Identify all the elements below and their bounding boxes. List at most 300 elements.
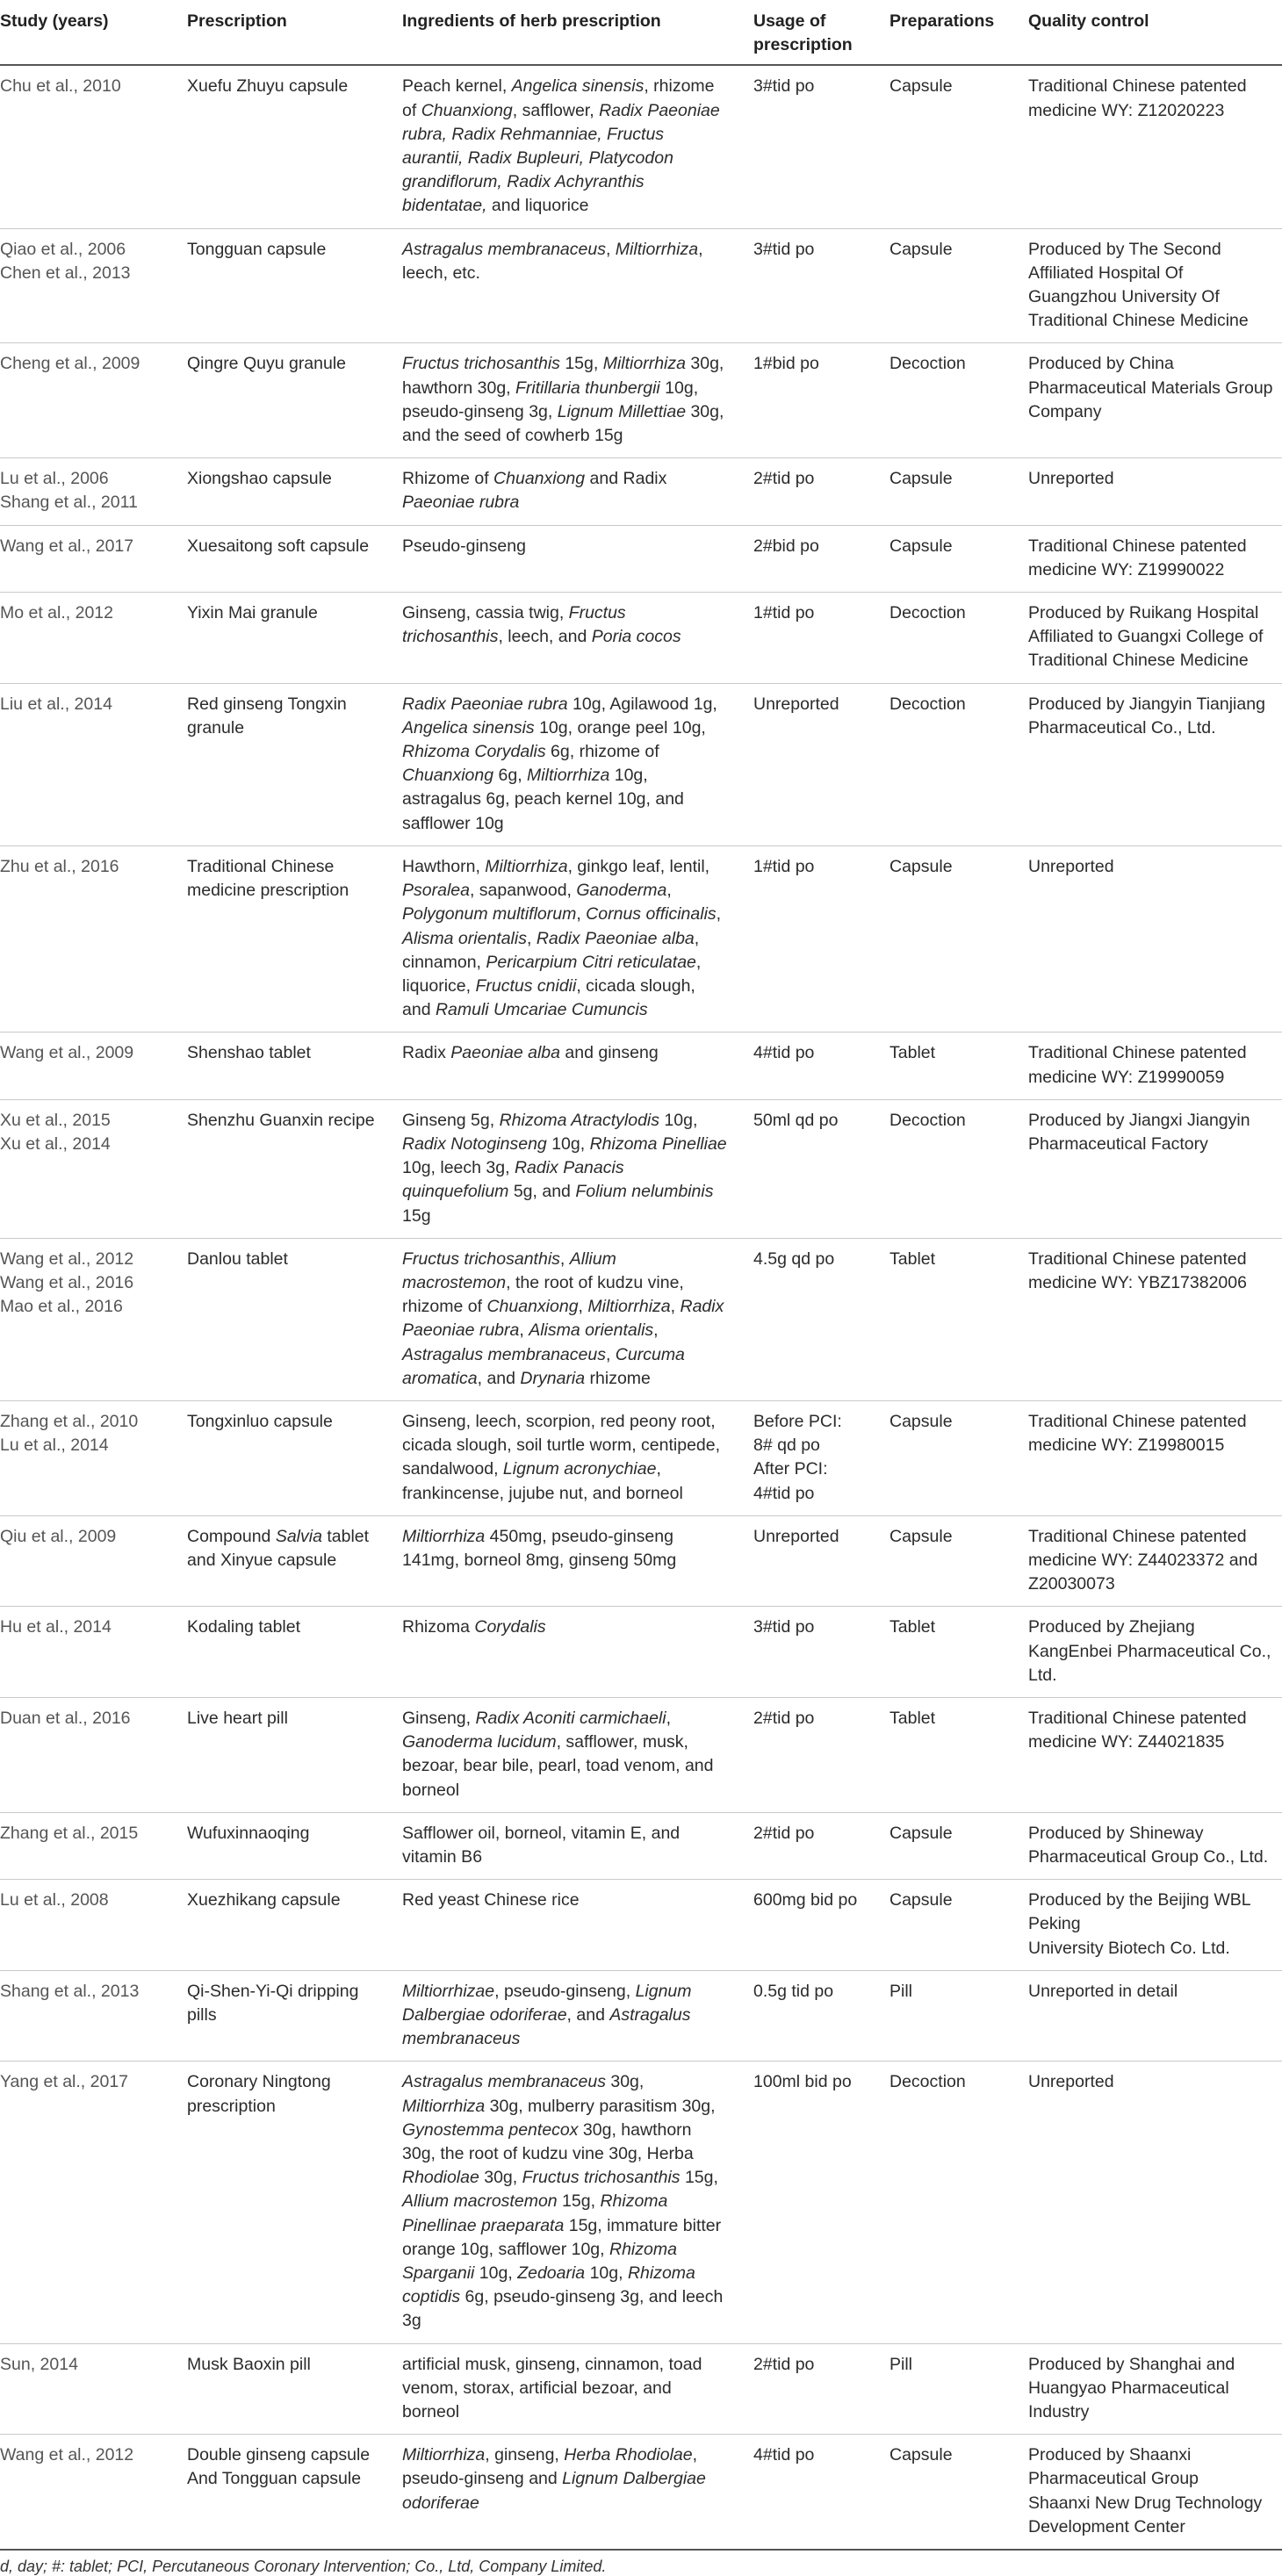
text-run: Yixin Mai granule	[187, 603, 318, 623]
italic-term: Lignum Millettiae	[557, 401, 687, 421]
table-header	[0, 0, 1282, 65]
usage-line: 4#tid po	[753, 2445, 815, 2465]
study-citation: Wang et al., 2009	[0, 1043, 134, 1063]
usage-line: 1#tid po	[753, 856, 815, 876]
italic-term: Lignum Dalbergiae odoriferae	[402, 2469, 706, 2513]
table-row	[0, 1400, 1282, 1515]
ingredients-cell	[399, 1099, 750, 1238]
quality-line: Unreported	[1028, 469, 1114, 489]
text-run: , liquorice,	[402, 952, 702, 996]
text-run: Pseudo-ginseng	[402, 536, 526, 556]
text-run: ,	[653, 1320, 659, 1341]
usage-line: Unreported	[753, 1526, 839, 1546]
usage-line: 2#tid po	[753, 1823, 815, 1843]
ingredients-cell	[399, 65, 750, 228]
ingredients-cell	[399, 593, 750, 684]
text-run: Live heart pill	[187, 1708, 288, 1728]
italic-term: Ganoderma	[576, 881, 667, 901]
preparation-cell: Capsule	[886, 845, 1025, 1032]
text-run: ,	[666, 881, 672, 901]
prescription-cell	[184, 1400, 399, 1515]
ingredients-cell	[399, 2435, 750, 2550]
italic-term: Radix Panacis quinquefolium	[402, 1158, 624, 1202]
quality-control-cell	[1025, 228, 1282, 343]
text-run: ,	[716, 904, 722, 925]
italic-term: Astragalus membranaceus	[402, 239, 606, 259]
italic-term: Paeoniae alba	[450, 1043, 560, 1063]
text-run: Qi-Shen-Yi-Qi dripping pills	[187, 1981, 359, 2026]
study-cell	[0, 2062, 184, 2343]
text-run: 6g,	[493, 766, 528, 786]
text-run: ,	[559, 1248, 570, 1269]
italic-term: Miltiorrhiza	[587, 1297, 671, 1317]
text-run: Kodaling tablet	[187, 1617, 301, 1637]
italic-term: Miltiorrhiza	[402, 2445, 486, 2465]
text-run: Wufuxinnaoqing	[187, 1823, 310, 1843]
quality-control-cell	[1025, 593, 1282, 684]
study-citation: Wang et al., 2017	[0, 536, 134, 556]
ingredients-cell	[399, 2062, 750, 2343]
study-cell	[0, 1812, 184, 1879]
italic-term: Miltiorrhiza	[402, 1526, 486, 1546]
table-row	[0, 2062, 1282, 2343]
usage-line: 600mg bid po	[753, 1890, 858, 1910]
usage-cell	[750, 525, 886, 592]
usage-cell	[750, 1099, 886, 1238]
quality-control-cell	[1025, 1970, 1282, 2062]
text-run: , sapanwood,	[469, 881, 577, 901]
usage-line: 2#tid po	[753, 2354, 815, 2374]
study-cell	[0, 228, 184, 343]
italic-term: Astragalus membranaceus	[402, 2072, 606, 2092]
quality-line: Traditional Chinese patented medicine WY: YBZ17382006	[1028, 1248, 1247, 1292]
italic-term: Allium macrostemon	[402, 1248, 616, 1292]
table-row	[0, 2435, 1282, 2550]
usage-line: 3#tid po	[753, 239, 815, 259]
usage-line: 1#tid po	[753, 603, 815, 623]
text-run: Qingre Quyu granule	[187, 354, 347, 374]
italic-term: Allium macrostemon	[402, 2191, 558, 2212]
prescription-cell	[184, 1607, 399, 1698]
italic-term: Miltiorrhiza	[602, 354, 686, 374]
italic-term: Polygonum multiflorum	[402, 904, 577, 925]
table-row	[0, 593, 1282, 684]
text-run: Danlou tablet	[187, 1248, 288, 1269]
quality-control-cell	[1025, 1033, 1282, 1099]
study-citation: Mo et al., 2012	[0, 603, 113, 623]
preparation-cell: Capsule	[886, 1400, 1025, 1515]
italic-term: Rhizoma Corydalis	[402, 742, 546, 762]
quality-control-cell	[1025, 683, 1282, 845]
text-run: ,	[576, 904, 587, 925]
quality-line: Traditional Chinese patented medicine WY: Z19990022	[1028, 536, 1247, 579]
usage-line: 4#tid po	[753, 1043, 815, 1063]
italic-term: Chuanxiong	[402, 766, 494, 786]
study-cell	[0, 1880, 184, 1971]
text-run: Xuezhikang capsule	[187, 1890, 341, 1910]
study-citation: Shang et al., 2011	[0, 493, 138, 513]
prescription-cell	[184, 2062, 399, 2343]
preparation-cell: Tablet	[886, 1033, 1025, 1099]
usage-line: After PCI:	[753, 1459, 828, 1479]
text-run: 15g	[402, 1205, 431, 1226]
study-cell	[0, 1400, 184, 1515]
italic-term: Ganoderma lucidum	[402, 1732, 557, 1752]
text-run: Radix	[402, 1043, 451, 1063]
table-row	[0, 1880, 1282, 1971]
text-run: 30g,	[479, 2168, 522, 2188]
table-row	[0, 1099, 1282, 1238]
table-row	[0, 1970, 1282, 2062]
ingredients-cell	[399, 683, 750, 845]
text-run: 10g, leech 3g,	[402, 1158, 515, 1178]
usage-line: 4#tid po	[753, 1483, 815, 1503]
preparation-cell: Capsule	[886, 1880, 1025, 1971]
text-run: artificial musk, ginseng, cinnamon, toad venom, storax, artificial bezoar, and borneol	[402, 2354, 702, 2422]
prescription-cell	[184, 1880, 399, 1971]
quality-control-cell	[1025, 2343, 1282, 2435]
usage-line: 1#bid po	[753, 354, 819, 374]
italic-term: Alisma orientalis	[529, 1320, 654, 1341]
text-run: 10g,	[546, 1133, 590, 1154]
text-run: , ginseng,	[485, 2445, 565, 2465]
usage-cell	[750, 2343, 886, 2435]
study-citation: Qiao et al., 2006	[0, 239, 126, 259]
text-run: 30g, and the seed of cowherb 15g	[402, 401, 724, 446]
ingredients-cell	[399, 525, 750, 592]
quality-line: Produced by Ruikang Hospital Affiliated to Guangxi College of Traditional Chinese Medicine	[1028, 603, 1264, 671]
study-citation: Wang et al., 2012	[0, 2445, 134, 2465]
italic-term: Angelica sinensis	[402, 717, 535, 738]
study-cell	[0, 593, 184, 684]
usage-line: 3#tid po	[753, 76, 815, 97]
table-row	[0, 1238, 1282, 1400]
study-cell	[0, 1238, 184, 1400]
text-run: ,	[605, 1344, 616, 1364]
header-quality-control: Quality control	[1025, 0, 1282, 65]
study-cell	[0, 2343, 184, 2435]
table-row	[0, 2343, 1282, 2435]
study-cell	[0, 845, 184, 1032]
italic-term: Fritillaria thunbergii	[515, 378, 660, 398]
prescription-cell	[184, 1697, 399, 1812]
italic-term: Curcuma aromatica	[402, 1344, 685, 1388]
italic-term: Miltiorrhizae	[402, 1981, 495, 2001]
prescription-cell	[184, 1238, 399, 1400]
study-citation: Zhu et al., 2016	[0, 856, 119, 876]
usage-line: 2#tid po	[753, 1708, 815, 1728]
text-run: 10g,	[659, 1110, 698, 1130]
study-cell	[0, 1033, 184, 1099]
quality-line: Produced by the Beijing WBL Peking	[1028, 1890, 1250, 1934]
prescription-cell	[184, 1812, 399, 1879]
text-run: 30g, hawthorn 30g,	[402, 354, 724, 398]
preparation-cell: Pill	[886, 1970, 1025, 2062]
quality-control-cell	[1025, 1400, 1282, 1515]
ingredients-cell	[399, 1515, 750, 1607]
study-citation: Cheng et al., 2009	[0, 354, 140, 374]
italic-term: Corydalis	[474, 1617, 546, 1637]
usage-cell	[750, 65, 886, 228]
study-cell	[0, 343, 184, 458]
quality-control-cell	[1025, 1697, 1282, 1812]
usage-cell	[750, 845, 886, 1032]
italic-term: Chuanxiong	[486, 1297, 579, 1317]
quality-line: Unreported in detail	[1028, 1981, 1178, 2001]
prescription-cell	[184, 683, 399, 845]
quality-control-cell	[1025, 525, 1282, 592]
study-citation: Wang et al., 2016	[0, 1272, 134, 1292]
text-run: Red yeast Chinese rice	[402, 1890, 580, 1910]
text-run: 30g, mulberry parasitism 30g,	[485, 2096, 716, 2116]
table-row	[0, 1697, 1282, 1812]
text-run: Ginseng, leech, scorpion, red peony root, cicada slough, soil turtle worm, centipede, sandalwood,	[402, 1411, 721, 1479]
text-run: 10g,	[474, 2263, 518, 2284]
italic-term: Zedoaria	[517, 2263, 586, 2284]
quality-line: Traditional Chinese patented medicine WY: Z19980015	[1028, 1411, 1247, 1456]
header-prescription: Prescription	[184, 0, 399, 65]
quality-control-cell	[1025, 2435, 1282, 2550]
usage-line: 50ml qd po	[753, 1110, 839, 1130]
text-run: 15g,	[559, 354, 603, 374]
study-citation: Xu et al., 2014	[0, 1133, 111, 1154]
preparation-cell: Tablet	[886, 1238, 1025, 1400]
text-run: , pseudo-ginseng,	[494, 1981, 636, 2001]
text-run: , the root of kudzu vine, rhizome of	[402, 1272, 684, 1317]
text-run: ,	[666, 1708, 671, 1728]
usage-line: 0.5g tid po	[753, 1981, 834, 2001]
usage-cell	[750, 1970, 886, 2062]
study-citation: Liu et al., 2014	[0, 694, 112, 714]
text-run: ,	[670, 1297, 681, 1317]
ingredients-cell	[399, 1607, 750, 1698]
italic-term: Rhizoma Atractylodis	[499, 1110, 660, 1130]
usage-cell	[750, 1607, 886, 1698]
preparation-cell: Capsule	[886, 525, 1025, 592]
italic-term: Chuanxiong	[493, 469, 586, 489]
study-cell	[0, 2435, 184, 2550]
italic-term: Rhizoma Sparganii	[402, 2239, 677, 2284]
usage-line: Before PCI:	[753, 1411, 842, 1431]
usage-line: 4.5g qd po	[753, 1248, 835, 1269]
italic-term: Folium nelumbinis	[575, 1182, 714, 1202]
italic-term: Rhodiolae	[402, 2168, 479, 2188]
text-run: Red ginseng Tongxin granule	[187, 694, 347, 738]
text-run: Safflower oil, borneol, vitamin E, and vitamin B6	[402, 1823, 681, 1867]
preparation-cell: Capsule	[886, 2435, 1025, 2550]
quality-control-cell	[1025, 1515, 1282, 1607]
italic-term: Paeoniae rubra	[402, 493, 520, 513]
ingredients-cell	[399, 1880, 750, 1971]
text-run: Peach kernel,	[402, 76, 512, 97]
italic-term: Salvia	[275, 1526, 322, 1546]
prescription-cell	[184, 2435, 399, 2550]
preparation-cell: Decoction	[886, 343, 1025, 458]
study-cell	[0, 683, 184, 845]
prescription-cell	[184, 525, 399, 592]
text-run: 450mg, pseudo-ginseng 141mg, borneol 8mg, ginseng 50mg	[402, 1526, 677, 1570]
preparation-cell: Capsule	[886, 1515, 1025, 1607]
text-run: Shenshao tablet	[187, 1043, 311, 1063]
text-run: 10g, astragalus 6g, peach kernel 10g, and safflower 10g	[402, 766, 684, 833]
italic-term: Alisma orientalis	[402, 928, 527, 948]
usage-line: 8# qd po	[753, 1436, 820, 1456]
text-run: ,	[578, 1297, 588, 1317]
quality-control-cell	[1025, 2062, 1282, 2343]
quality-line: Produced by China Pharmaceutical Materials Group Company	[1028, 354, 1273, 421]
quality-line: Produced by Zhejiang KangEnbei Pharmaceutical Co., Ltd.	[1028, 1617, 1271, 1685]
italic-term: Drynaria	[520, 1368, 586, 1388]
table-row	[0, 1607, 1282, 1698]
text-run: , cinnamon,	[402, 928, 700, 972]
table-row	[0, 1812, 1282, 1879]
quality-line: Produced by Jiangyin Tianjiang Pharmaceutical Co., Ltd.	[1028, 694, 1265, 738]
usage-cell	[750, 1515, 886, 1607]
usage-line: 2#bid po	[753, 536, 819, 556]
italic-term: Radix Paeoniae rubra	[402, 1297, 724, 1341]
study-citation: Shang et al., 2013	[0, 1981, 140, 2001]
header-study: Study (years)	[0, 0, 184, 65]
usage-line: Unreported	[753, 694, 839, 714]
usage-cell	[750, 593, 886, 684]
preparation-cell: Capsule	[886, 1812, 1025, 1879]
italic-term: Angelica sinensis	[511, 76, 645, 97]
italic-term: Herba Rhodiolae	[564, 2445, 693, 2465]
text-run: , safflower,	[512, 100, 600, 120]
preparation-cell: Capsule	[886, 458, 1025, 525]
quality-control-cell	[1025, 65, 1282, 228]
study-cell	[0, 65, 184, 228]
table-row	[0, 1033, 1282, 1099]
usage-cell	[750, 1697, 886, 1812]
text-run: Coronary Ningtong prescription	[187, 2072, 331, 2116]
italic-term: Psoralea	[402, 881, 470, 901]
usage-line: 3#tid po	[753, 1617, 815, 1637]
italic-term: Fructus trichosanthis	[402, 354, 560, 374]
text-run: Xuefu Zhuyu capsule	[187, 76, 349, 97]
ingredients-cell	[399, 2343, 750, 2435]
study-cell	[0, 525, 184, 592]
prescription-cell	[184, 1970, 399, 2062]
text-run: 5g, and	[508, 1182, 576, 1202]
preparation-cell: Decoction	[886, 683, 1025, 845]
study-cell	[0, 1970, 184, 2062]
ingredients-cell	[399, 1697, 750, 1812]
text-run: , rhizome of	[402, 76, 715, 120]
study-citation: Lu et al., 2008	[0, 1890, 109, 1910]
text-run: and liquorice	[486, 196, 589, 216]
quality-line: Traditional Chinese patented medicine WY: Z44023372 and Z20030073	[1028, 1526, 1258, 1594]
text-run: 30g,	[605, 2072, 645, 2092]
text-run: ,	[605, 239, 616, 259]
prescription-cell	[184, 845, 399, 1032]
text-run: , cicada slough, and	[402, 975, 695, 1020]
quality-line: Produced by The Second Affiliated Hospital Of Guangzhou University Of Traditional Chinese Medicine	[1028, 239, 1249, 331]
prescription-cell	[184, 1515, 399, 1607]
ingredients-cell	[399, 228, 750, 343]
italic-term: Rhizoma coptidis	[402, 2263, 695, 2307]
text-run: 30g, hawthorn 30g, the root of kudzu vine 30g, Herba	[402, 2119, 694, 2164]
header-row	[0, 0, 1282, 65]
preparation-cell: Capsule	[886, 228, 1025, 343]
italic-term: Rhizoma Pinellinae praeparata	[402, 2191, 668, 2235]
header-ingredients: Ingredients of herb prescription	[399, 0, 750, 65]
quality-line: Shaanxi New Drug Technology Development Center	[1028, 2493, 1263, 2536]
study-citation: Mao et al., 2016	[0, 1297, 123, 1317]
study-citation: Duan et al., 2016	[0, 1708, 131, 1728]
usage-cell	[750, 228, 886, 343]
study-citation: Wang et al., 2012	[0, 1248, 134, 1269]
table-row	[0, 65, 1282, 228]
italic-term: Miltiorrhiza	[615, 239, 699, 259]
usage-cell	[750, 458, 886, 525]
italic-term: Pericarpium Citri reticulatae	[486, 952, 696, 972]
study-citation: Yang et al., 2017	[0, 2072, 129, 2092]
text-run: , leech, etc.	[402, 239, 703, 283]
italic-term: Rhizoma Pinelliae	[589, 1133, 727, 1154]
study-citation: Hu et al., 2014	[0, 1617, 112, 1637]
quality-control-cell	[1025, 845, 1282, 1032]
prescription-cell	[184, 65, 399, 228]
text-run: Musk Baoxin pill	[187, 2354, 311, 2374]
text-run: 15g, immature bitter orange 10g, safflower 10g,	[402, 2215, 722, 2259]
usage-line: 2#tid po	[753, 469, 815, 489]
study-cell	[0, 458, 184, 525]
preparation-cell: Pill	[886, 2343, 1025, 2435]
text-run: Ginseng 5g,	[402, 1110, 500, 1130]
ingredients-cell	[399, 343, 750, 458]
italic-term: Lignum acronychiae	[502, 1459, 657, 1479]
usage-cell	[750, 1812, 886, 1879]
text-run: Tongxinluo capsule	[187, 1411, 333, 1431]
text-run: 6g, rhizome of	[545, 742, 659, 762]
text-run: Xuesaitong soft capsule	[187, 536, 370, 556]
italic-term: Lignum Dalbergiae odoriferae	[402, 1981, 692, 2026]
text-run: Ginseng,	[402, 1708, 476, 1728]
prescription-cell	[184, 458, 399, 525]
study-citation: Chu et al., 2010	[0, 76, 121, 97]
text-run: 6g, pseudo-ginseng 3g, and leech 3g	[402, 2287, 724, 2331]
quality-control-cell	[1025, 1812, 1282, 1879]
italic-term: Miltiorrhiza	[527, 766, 610, 786]
text-run: , leech, and	[498, 627, 592, 647]
table-row	[0, 458, 1282, 525]
study-citation: Zhang et al., 2010	[0, 1411, 139, 1431]
quality-control-cell	[1025, 1099, 1282, 1238]
text-run: , pseudo-ginseng and	[402, 2445, 698, 2489]
usage-cell	[750, 1238, 886, 1400]
italic-term: Fructus cnidii	[475, 975, 577, 996]
italic-term: Miltiorrhiza	[485, 856, 568, 876]
quality-line: Produced by Shaanxi Pharmaceutical Group	[1028, 2445, 1199, 2489]
italic-term: Radix Paeoniae rubra, Radix Rehmanniae, Fructus aurantii, Radix Bupleuri, Platycodon grandiflorum, Radix Achyranthis bidentatae,	[402, 100, 720, 216]
text-run: ,	[526, 928, 537, 948]
study-citation: Qiu et al., 2009	[0, 1526, 117, 1546]
text-run: Xiongshao capsule	[187, 469, 332, 489]
text-run: ,	[519, 1320, 529, 1341]
quality-control-cell	[1025, 1880, 1282, 1971]
text-run: 10g, Agilawood 1g,	[567, 694, 717, 714]
text-run: 10g,	[585, 2263, 628, 2284]
italic-term: Poria cocos	[591, 627, 681, 647]
ingredients-cell	[399, 845, 750, 1032]
prescription-cell	[184, 1099, 399, 1238]
usage-cell	[750, 1400, 886, 1515]
usage-cell	[750, 1033, 886, 1099]
italic-term: Miltiorrhiza	[402, 2096, 486, 2116]
text-run: , ginkgo leaf, lentil,	[567, 856, 710, 876]
text-run: tablet and Xinyue capsule	[187, 1526, 370, 1570]
